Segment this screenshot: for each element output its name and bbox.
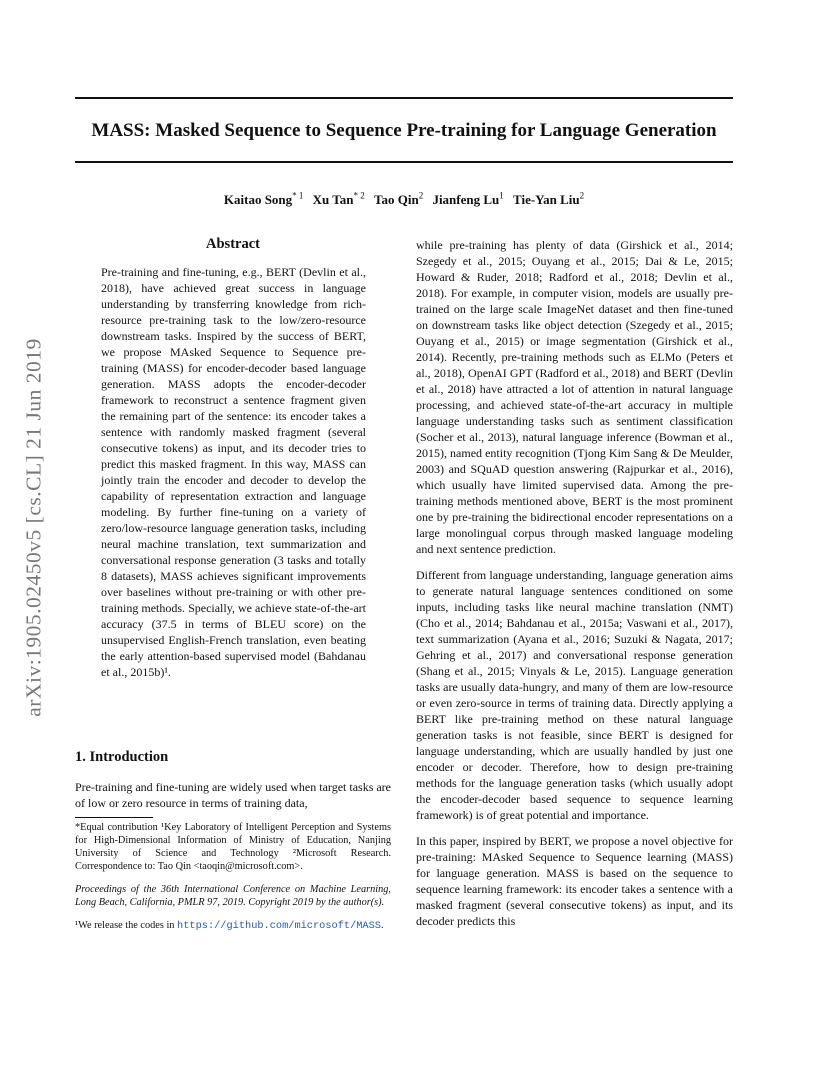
footnote-rule [75,817,153,818]
introduction-text: Pre-training and fine-tuning are widely used when target tasks are of low or zero resource in terms of training data, [75,780,392,810]
code-footnote: ¹We release the codes in https://github.com/microsoft/MASS. [75,920,384,932]
introduction-heading: 1. Introduction [75,749,169,765]
author-2: Xu Tan$^{* 2}$ [312,191,365,208]
author-list [75,191,733,208]
author-3: Tao Qin$^2$ [374,191,424,208]
right-column [416,237,733,939]
affiliation-footnote: *Equal contribution ¹Key Laboratory of Intelligent Perception and Systems for High-Dimensional Information of Ministry of Education, Nanjing University of Science and Technology ²Microsoft Research. Correspondence to: Tao Qin <taoqin@microsoft.com>. [75,822,391,872]
top-rule [75,97,733,99]
author-1: Kaitao Song$^{* 1}$ [223,191,304,208]
paragraph-generation: Different from language understanding, language generation aims to generate natural language sentences conditioned on some inputs, including tasks like neural machine translation (NMT) (Cho et al., 2014; Bahdanau et al., 2015a; Vaswani et al., 2017), text summarization (Ayana et al., 2016; Suzuki & Nagata, 2017; Gehring et al., 2017) and conversational response generation (Shang et al., 2015; Vinyals & Le, 2015). Language generation tasks are usually data-hungry, and many of them are low-resource or even zero-source in terms of training data. Directly applying a BERT like pre-training method on these natural language generation tasks is not feasible, since BERT is designed for language understanding, which are usually handled by just one encoder or decoder. Therefore, how to design pre-training methods for the language generation tasks (which usually adopt the encoder-decoder based sequence to sequence learning framework) is of great potential and importance. [416,568,733,822]
author-5: Tie-Yan Liu$^2$ [513,191,585,208]
paragraph-pretraining: while pre-training has plenty of data (Girshick et al., 2014; Szegedy et al., 2015; Ouyang et al., 2015; Dai & Le, 2015; Howard & Ruder, 2018; Radford et al., 2018; Devlin et al., 2018). For example, in computer vision, models are usually pre-trained on the large scale ImageNet dataset and then fine-tuned on downstream tasks like object detection (Szegedy et al., 2015; Ouyang et al., 2015) or image segmentation (Girshick et al., 2014). Recently, pre-training methods such as ELMo (Peters et al., 2018), OpenAI GPT (Radford et al., 2018) and BERT (Devlin et al., 2018) have attracted a lot of attention in natural language processing, and achieved state-of-the-art accuracy in multiple language understanding tasks such as sentiment classification (Socher et al., 2013), natural language inference (Bowman et al., 2015), named entity recognition (Tjong Kim Sang & De Meulder, 2003) and SQuAD question answering (Rajpurkar et al., 2016), which usually have limited supervised data. Among the pre-training methods mentioned above, BERT is the most prominent one by pre-training the bidirectional encoder representations on a large monolingual corpus through masked language modeling and next sentence prediction. [416,238,733,556]
proceedings-note: Proceedings of the 36th International Conference on Machine Learning, Long Beach, California, PMLR 97, 2019. Copyright 2019 by the author(s). [75,884,391,908]
footnotes [75,821,391,943]
code-link[interactable]: https://github.com/microsoft/MASS [177,920,381,932]
title-rule [75,161,733,163]
abstract-heading: Abstract [206,236,260,252]
abstract-body: Pre-training and fine-tuning, e.g., BERT (Devlin et al., 2018), have achieved great success in language understanding by transferring knowledge from rich-resource pre-training task to the low/zero-resource downstream tasks. Inspired by the success of BERT, we propose MAsked Sequence to Sequence pre-training (MASS) for encoder-decoder based language generation. MASS adopts the encoder-decoder framework to reconstruct a sentence fragment given the remaining part of the sentence: its encoder takes a sentence with randomly masked fragment (several consecutive tokens) as input, and its decoder tries to predict this masked fragment. In this way, MASS can jointly train the encoder and decoder to develop the capability of representation extraction and language modeling. By further fine-tuning on a variety of zero/low-resource language generation tasks, including neural machine translation, text summarization and conversational response generation (3 tasks and totally 8 datasets), MASS achieves significant improvements over baselines without pre-training or with other pre-training methods. Specially, we achieve state-of-the-art accuracy (37.5 in terms of BLEU score) on the unsupervised English-French translation, even beating the early attention-based supervised model (Bahdanau et al., 2015b)¹. [101,265,366,679]
author-4: Jianfeng Lu$^1$ [432,191,504,208]
paper-title: MASS: Masked Sequence to Sequence Pre-training for Language Generation [91,120,717,141]
paragraph-mass: In this paper, inspired by BERT, we propose a novel objective for pre-training: MAsked Sequence to Sequence learning (MASS) for language generation. MASS is based on the sequence to sequence learning framework: its encoder takes a sentence with a masked fragment (several consecutive tokens) as input, and its decoder predicts this [416,834,733,928]
